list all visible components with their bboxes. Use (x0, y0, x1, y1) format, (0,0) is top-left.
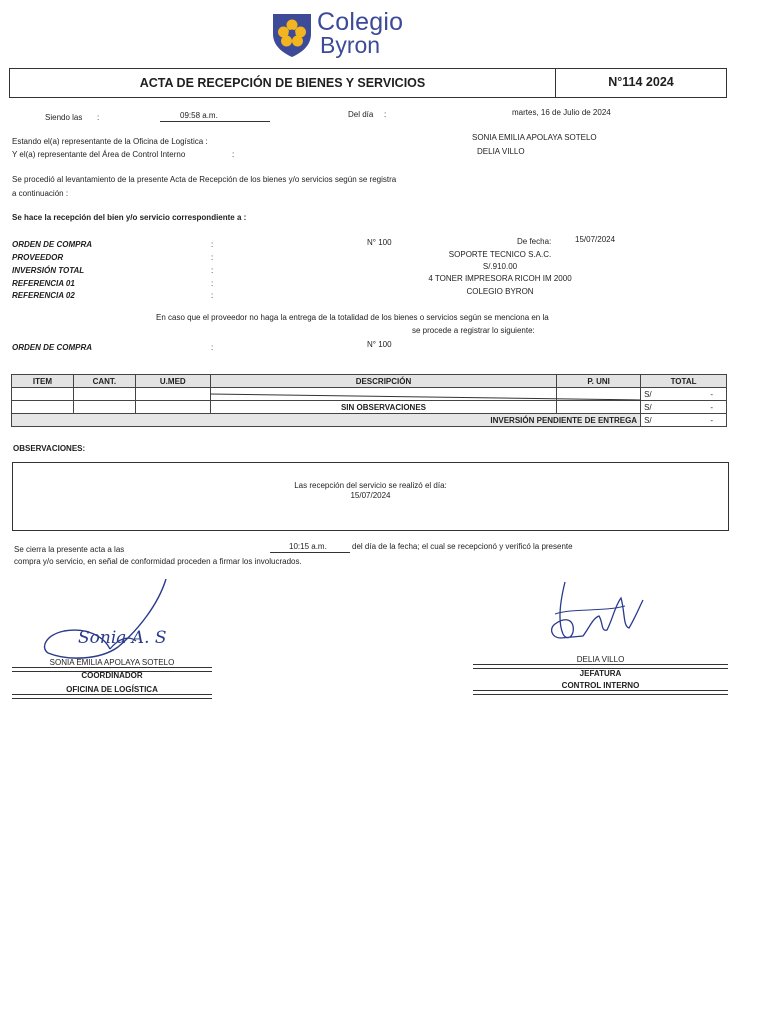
provider-value: SOPORTE TECNICO S.A.C. (448, 250, 552, 259)
control-rep-label: Y el(a) representante del Área de Control Interno (12, 150, 186, 159)
col-header-qty: CANT. (73, 375, 135, 388)
field-colon: : (211, 240, 214, 249)
order-date-label: De fecha: (517, 237, 552, 246)
field-label-provider: PROVEEDOR (12, 253, 64, 262)
currency-symbol: S/ (644, 415, 652, 425)
partial-order-label: ORDEN DE COMPRA (12, 343, 93, 352)
logo-text-colegio: Colegio (317, 8, 404, 36)
field-colon: : (211, 291, 214, 300)
field-colon: : (211, 279, 214, 288)
col-header-unit: U.MED (135, 375, 210, 388)
reception-heading: Se hace la recepción del bien y/o servicio correspondiente a : (12, 213, 247, 222)
signer-left-name: SONIA EMILIA APOLAYA SOTELO (49, 658, 175, 667)
field-colon: : (211, 343, 214, 352)
col-header-description: DESCRIPCIÓN (210, 375, 556, 388)
observations-label: OBSERVACIONES: (13, 444, 86, 453)
logo-text-byron: Byron (320, 32, 381, 58)
control-rep-name: DELIA VILLO (477, 147, 525, 156)
observations-line-2: 15/07/2024 (350, 491, 391, 500)
field-label-ref1: REFERENCIA 01 (12, 279, 75, 288)
ref1-value: 4 TONER IMPRESORA RICOH IM 2000 (428, 274, 572, 283)
control-rep-colon: : (232, 150, 235, 159)
signer-right-role: JEFATURA (579, 669, 622, 678)
document-number: N°114 2024 (608, 75, 674, 89)
observations-line-1: Las recepción del servicio se realizó el día: (294, 481, 447, 490)
observations-box (12, 462, 729, 531)
closing-prefix: Se cierra la presente acta a las (14, 545, 125, 554)
row-total-cell (641, 388, 727, 401)
field-colon: : (211, 266, 214, 275)
total-dash: - (710, 415, 713, 425)
time-value: 09:58 a.m. (180, 111, 218, 120)
partial-note-line-1: En caso que el proveedor no haga la entrega de la totalidad de los bienes o servicios según se menciona en la (156, 313, 549, 322)
table-header-row (12, 375, 727, 388)
time-label: Siendo las (45, 113, 83, 122)
pending-row (12, 414, 727, 427)
signature-left-handwriting: Sonia A. S (78, 628, 167, 648)
date-label: Del día (348, 110, 374, 119)
col-header-item: ITEM (12, 375, 74, 388)
logo (270, 9, 420, 59)
field-colon: : (211, 253, 214, 262)
signer-right-office: CONTROL INTERNO (561, 681, 640, 690)
signer-right-name: DELIA VILLO (576, 655, 625, 664)
row-total-cell (641, 401, 727, 414)
shield-flower-icon (270, 10, 314, 58)
logistics-rep-name: SONIA EMILIA APOLAYA SOTELO (472, 133, 597, 142)
intro-line-1: Se procedió al levantamiento de la presente Acta de Recepción de los bienes y/o servicios según se registra (12, 175, 397, 184)
field-label-ref2: REFERENCIA 02 (12, 291, 75, 300)
closing-suffix: del día de la fecha; el cual se recepcionó y verificó la presente (352, 542, 573, 551)
document-header (9, 68, 727, 98)
order-number: N° 100 (367, 238, 392, 247)
currency-symbol: S/ (644, 402, 652, 412)
time-colon: : (97, 113, 100, 122)
document-title: ACTA DE RECEPCIÓN DE BIENES Y SERVICIOS (139, 76, 426, 90)
ref2-value: COLEGIO BYRON (466, 287, 534, 296)
items-table (11, 374, 727, 427)
table-row (12, 388, 727, 401)
closing-time: 10:15 a.m. (289, 542, 327, 551)
pending-total-cell (641, 414, 727, 427)
total-dash: - (710, 389, 713, 399)
col-header-total: TOTAL (641, 375, 727, 388)
field-label-order: ORDEN DE COMPRA (12, 240, 93, 249)
table-row (12, 401, 727, 414)
intro-line-2: a continuación : (12, 189, 69, 198)
signer-left-office: OFICINA DE LOGÍSTICA (66, 685, 158, 694)
partial-note-line-2: se procede a registrar lo siguiente: (412, 326, 535, 335)
signature-right (543, 578, 653, 658)
signature-left (38, 575, 208, 665)
col-header-unit-price: P. UNI (557, 375, 641, 388)
date-value: martes, 16 de Julio de 2024 (512, 108, 611, 117)
order-date: 15/07/2024 (575, 235, 616, 244)
date-colon: : (384, 110, 387, 119)
no-observations-cell: SIN OBSERVACIONES (210, 401, 556, 414)
pending-label: INVERSIÓN PENDIENTE DE ENTREGA (12, 414, 641, 427)
total-dash: - (710, 402, 713, 412)
currency-symbol: S/ (644, 389, 652, 399)
investment-value: S/.910.00 (482, 262, 518, 271)
field-label-investment: INVERSIÓN TOTAL (12, 266, 85, 275)
signer-left-role: COORDINADOR (81, 671, 143, 680)
closing-line-2: compra y/o servicio, en señal de conformidad proceden a firmar los involucrados. (14, 557, 302, 566)
logistics-rep-label: Estando el(a) representante de la Oficina de Logística : (12, 137, 208, 146)
partial-order-number: N° 100 (367, 340, 392, 349)
